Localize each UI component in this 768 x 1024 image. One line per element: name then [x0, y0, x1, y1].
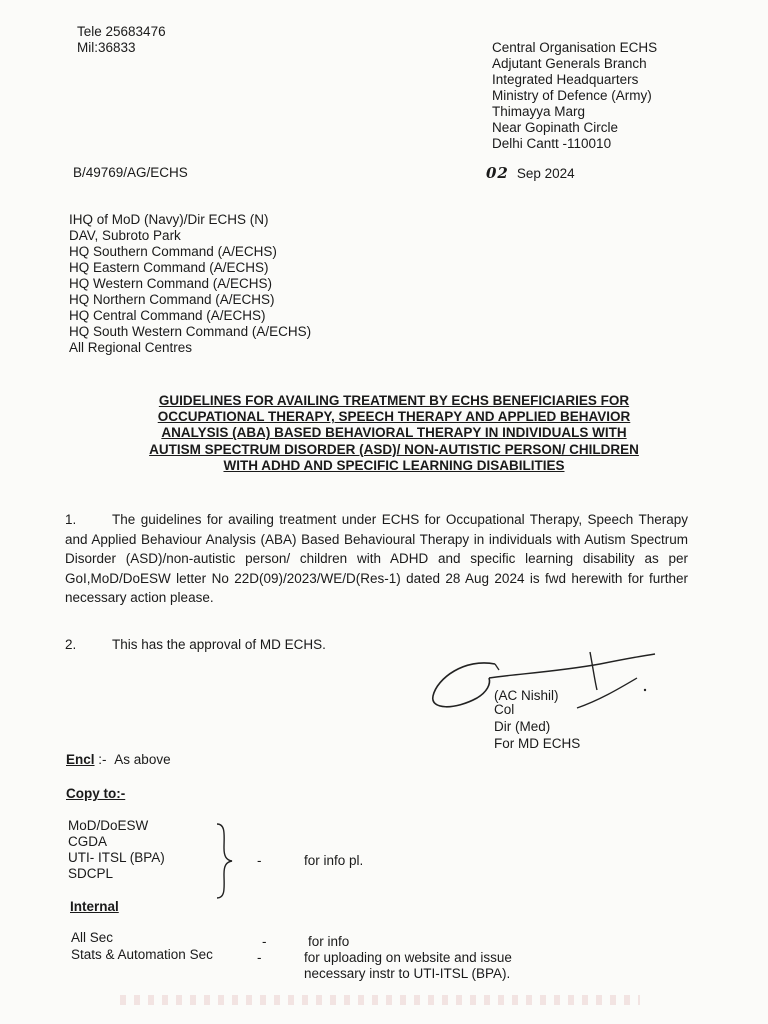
right-brace-icon — [214, 822, 234, 900]
internal-action: necessary instr to UTI-ITSL (BPA). — [304, 966, 511, 981]
handwritten-day: 02 — [486, 164, 509, 182]
tele-line: Tele 25683476 — [77, 24, 166, 39]
printed-month-year: Sep 2024 — [516, 166, 575, 181]
addressee: HQ Central Command (A/ECHS) — [69, 308, 266, 323]
internal-list — [71, 929, 213, 963]
org-line: Adjutant Generals Branch — [492, 56, 647, 71]
internal-action: for uploading on website and issue — [304, 950, 512, 965]
copy-to-dash: - — [257, 853, 262, 868]
org-address-block — [492, 40, 657, 152]
addressee: HQ Northern Command (A/ECHS) — [69, 292, 275, 307]
enclosure-separator: :- — [98, 752, 107, 767]
subject-heading — [70, 393, 718, 474]
signatory-designation: Dir (Med) — [494, 719, 551, 734]
signatory-name: (AC Nishil) — [494, 688, 559, 703]
internal-action: for info — [308, 934, 350, 949]
addressee: All Regional Centres — [69, 340, 193, 355]
signatory-rank: Col — [494, 702, 515, 717]
enclosure-line — [66, 752, 171, 767]
contact-block — [77, 24, 166, 56]
addressee: HQ South Western Command (A/ECHS) — [69, 324, 312, 339]
org-line: Integrated Headquarters — [492, 72, 639, 87]
copy-to-action: for info pl. — [304, 853, 364, 868]
internal-dash: - — [262, 934, 267, 949]
copy-to-heading: Copy to:- — [66, 786, 126, 801]
internal-dashes — [257, 934, 267, 966]
copy-to-item: SDCPL — [68, 866, 114, 881]
org-line: Thimayya Marg — [492, 104, 586, 119]
reference-number: B/49769/AG/ECHS — [73, 165, 188, 180]
paragraph-number: 1. — [65, 512, 77, 527]
subject-line: WITH ADHD AND SPECIFIC LEARNING DISABILITIES — [223, 457, 565, 473]
subject-line: ANALYSIS (ABA) BASED BEHAVIORAL THERAPY IN INDIVIDUALS WITH — [161, 425, 627, 441]
org-line: Ministry of Defence (Army) — [492, 88, 652, 103]
org-line: Central Organisation ECHS — [492, 40, 658, 55]
addressee: DAV, Subroto Park — [69, 228, 181, 243]
internal-dash: - — [257, 950, 262, 965]
subject-line: GUIDELINES FOR AVAILING TREATMENT BY ECHS BENEFICIARIES FOR — [158, 393, 630, 408]
addressee: HQ Eastern Command (A/ECHS) — [69, 260, 269, 275]
org-line: Near Gopinath Circle — [492, 120, 619, 135]
mil-line: Mil:36833 — [77, 40, 136, 55]
subject-line: AUTISM SPECTRUM DISORDER (ASD)/ NON-AUTISTIC PERSON/ CHILDREN — [149, 441, 639, 457]
handwritten-signature — [425, 648, 665, 718]
copy-to-list — [68, 818, 165, 882]
paragraph-2 — [65, 637, 326, 652]
copy-to-item: MoD/DoESW — [68, 818, 149, 833]
signatory-for: For MD ECHS — [494, 736, 581, 751]
addressee: IHQ of MoD (Navy)/Dir ECHS (N) — [69, 212, 269, 227]
addressee: HQ Western Command (A/ECHS) — [69, 276, 273, 291]
letter-date — [486, 164, 575, 182]
paragraph-text: The guidelines for availing treatment under ECHS for Occupational Therapy, Speech Therapy and Applied Behaviour Analysis (ABA) Based Behavioural Therapy in individuals with Autism Spectrum Disorder (ASD)/non-autistic person/ children with ADHD and specific learning disability as per GoI,MoD/DoESW letter No 22D(09)/2023/WE/D(Res-1) dated 28 Aug 2024 is fwd herewith for further necessary action please. — [65, 512, 688, 605]
internal-item: All Sec — [71, 930, 114, 945]
scan-artifact — [120, 995, 640, 1005]
copy-to-item: CGDA — [68, 834, 108, 849]
enclosure-label: Encl — [66, 752, 95, 767]
subject-line: OCCUPATIONAL THERAPY, SPEECH THERAPY AND APPLIED BEHAVIOR — [157, 409, 631, 425]
paragraph-text: This has the approval of MD ECHS. — [112, 637, 326, 652]
paragraph-number: 2. — [65, 637, 77, 652]
paragraph-1 — [65, 510, 688, 608]
copy-to-item: UTI- ITSL (BPA) — [68, 850, 165, 865]
addressee-list — [69, 212, 311, 356]
internal-item: Stats & Automation Sec — [71, 947, 213, 962]
enclosure-text: As above — [114, 752, 171, 767]
org-line: Delhi Cantt -110010 — [492, 136, 612, 151]
internal-heading: Internal — [70, 899, 119, 914]
addressee: HQ Southern Command (A/ECHS) — [69, 244, 277, 259]
internal-actions — [304, 934, 512, 982]
